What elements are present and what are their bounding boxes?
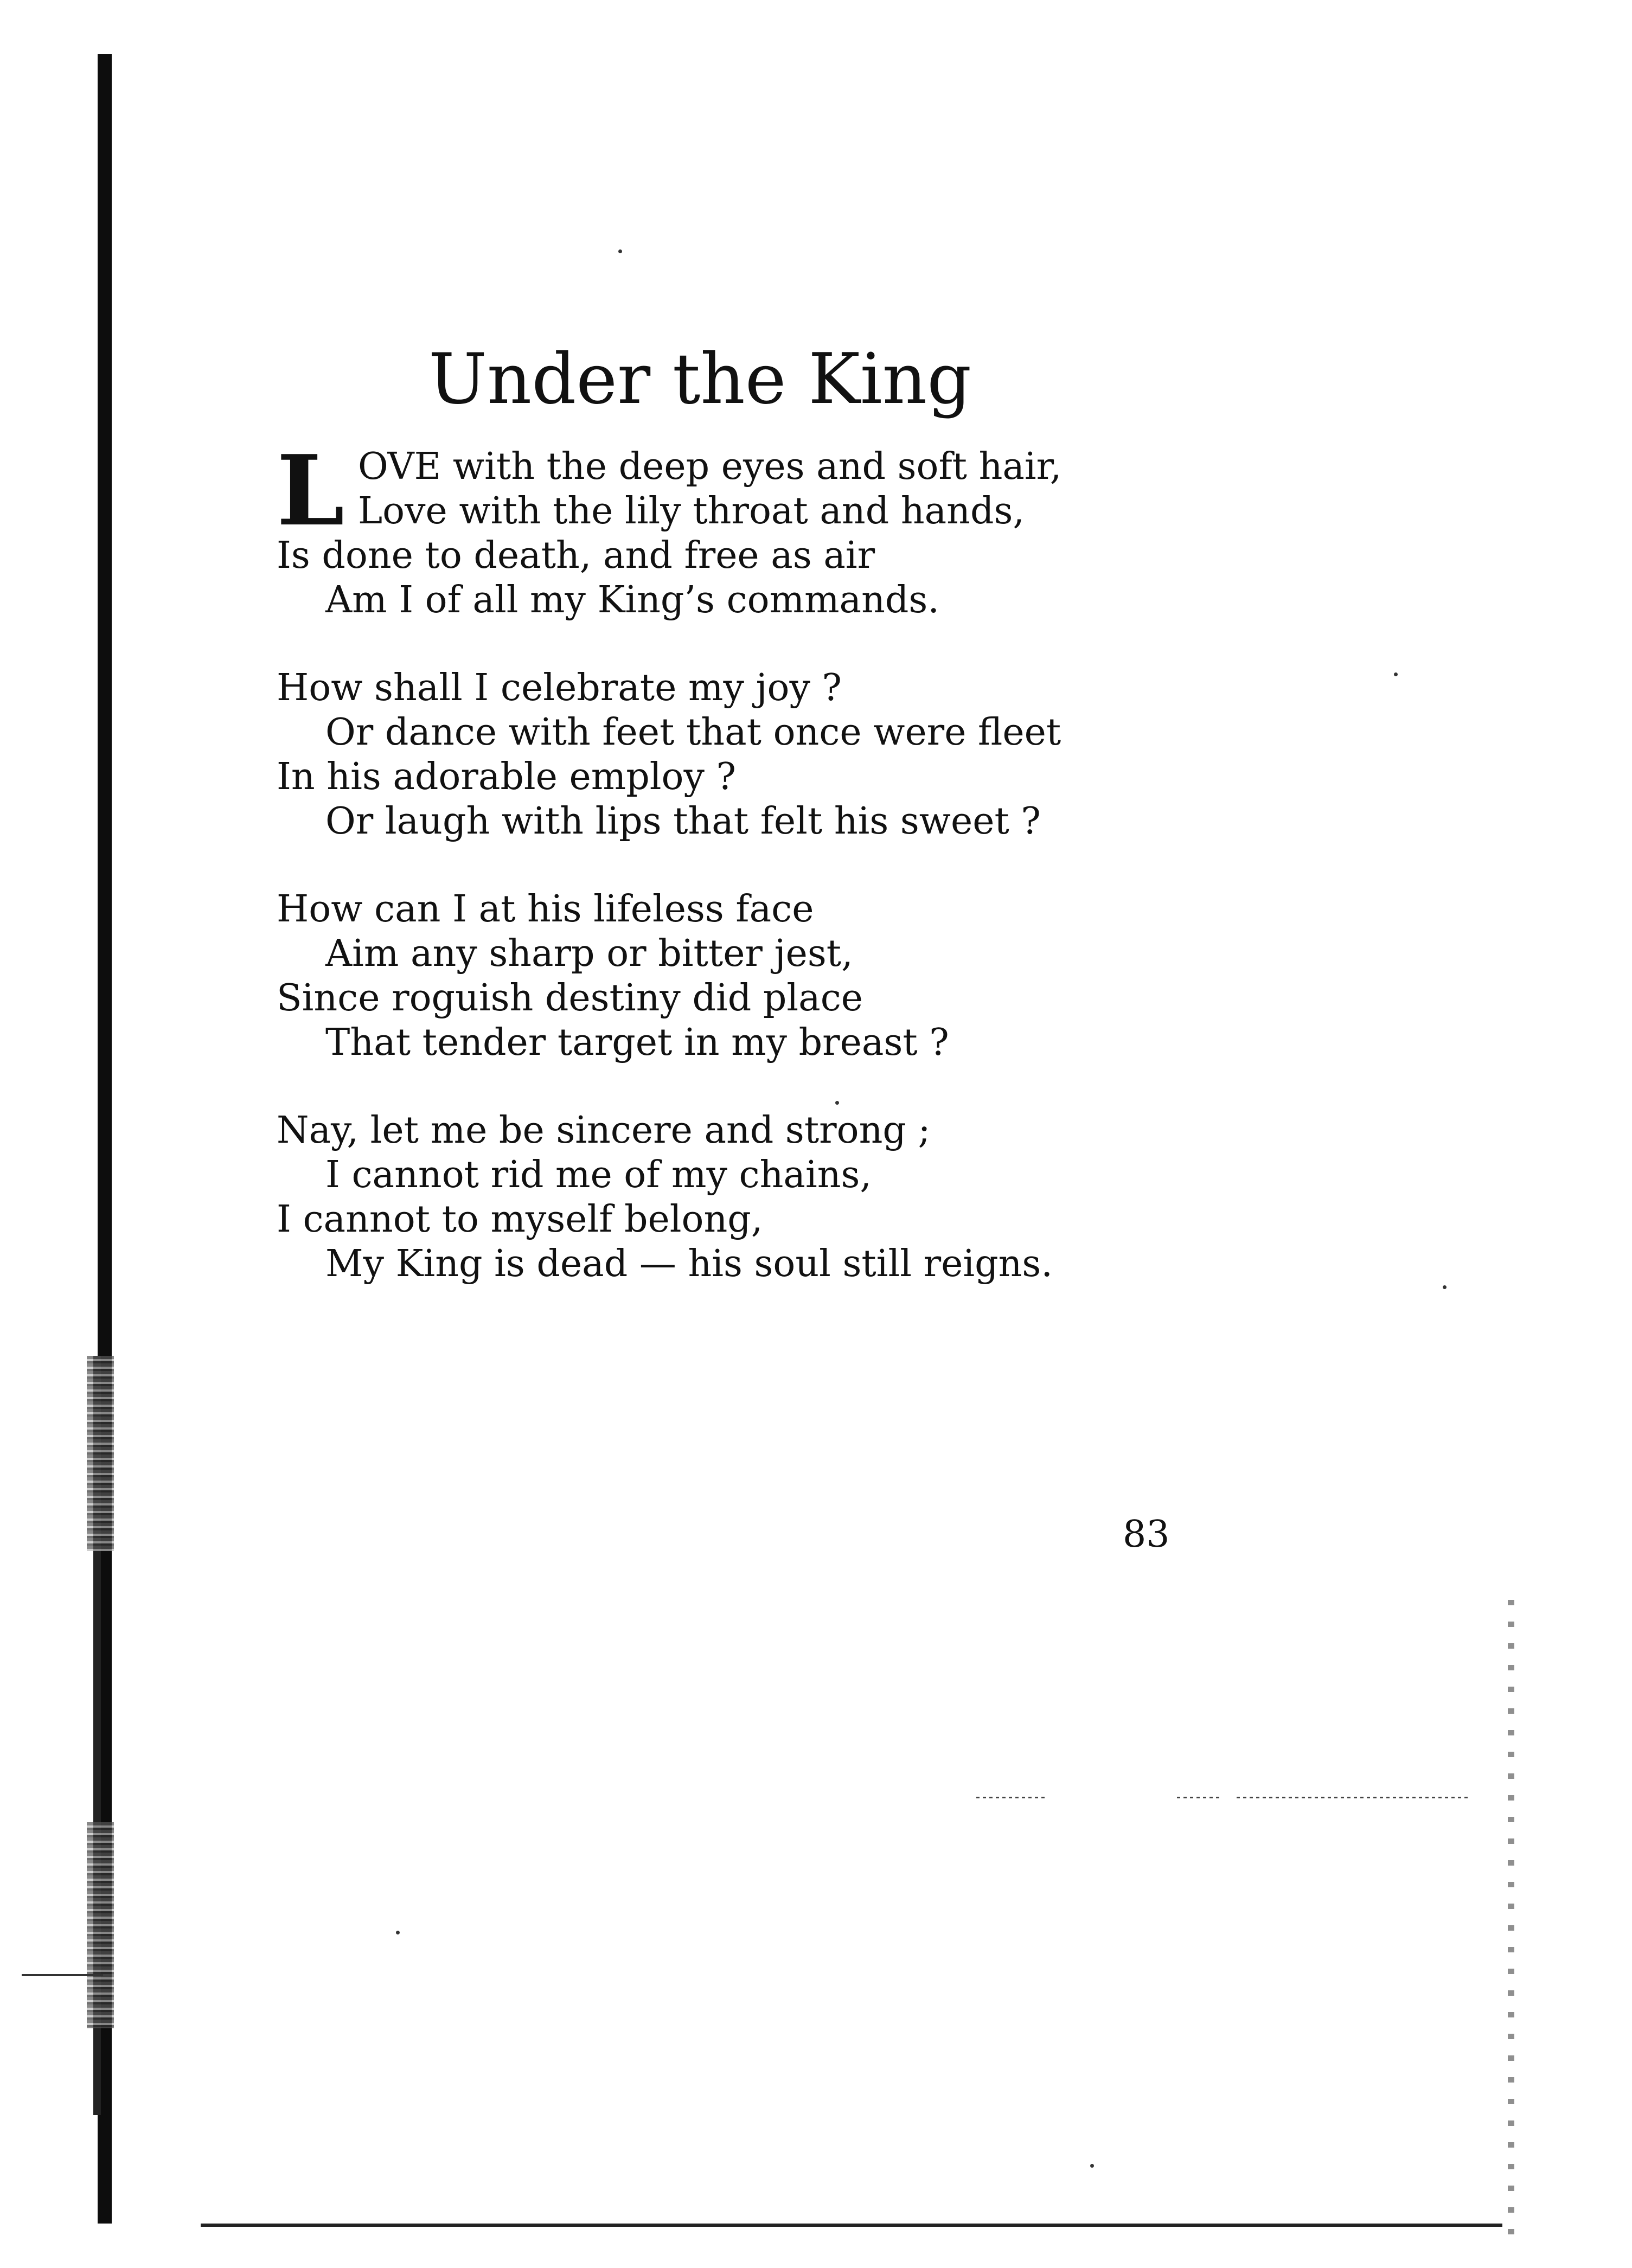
poem-line: In his adorable employ ?	[277, 755, 736, 798]
poem-line: I cannot to myself belong,	[277, 1198, 763, 1241]
page-right-edge	[1508, 1600, 1514, 2240]
poem-line: Aim any sharp or bitter jest,	[325, 932, 853, 975]
scan-dash-mark	[1177, 1797, 1220, 1798]
poem-line: Nay, let me be sincere and strong ;	[277, 1109, 931, 1152]
poem-line: Love with the lily throat and hands,	[358, 490, 1025, 533]
poem-line: Or laugh with lips that felt his sweet ?	[325, 800, 1041, 843]
binding-speckle	[87, 1822, 114, 2028]
poem-line: How can I at his lifeless face	[277, 888, 814, 931]
poem-line: Is done to death, and free as air	[277, 534, 875, 577]
stanza-4	[277, 1109, 1481, 1286]
poem-line: How shall I celebrate my joy ?	[277, 667, 842, 709]
poem-line: I cannot rid me of my chains,	[325, 1154, 872, 1196]
scan-dash-mark	[1237, 1797, 1470, 1798]
poem-line: Am I of all my King’s commands.	[325, 579, 939, 622]
scan-speck	[396, 1931, 400, 1934]
stanza-1	[277, 434, 1481, 623]
stanza-2	[277, 666, 1481, 844]
scan-dash-mark	[976, 1797, 1047, 1798]
poem-line: Or dance with feet that once were fleet	[325, 711, 1061, 754]
drop-cap: L	[277, 434, 345, 547]
poem-line: OVE with the deep eyes and soft hair,	[358, 445, 1062, 488]
scan-speck	[1090, 2164, 1094, 2168]
page-edge-mark	[22, 1974, 103, 1976]
page-bottom-edge	[201, 2224, 1502, 2227]
poem-title: Under the King	[428, 339, 972, 420]
poem-line: My King is dead — his soul still reigns.	[325, 1242, 1053, 1285]
binding-speckle	[87, 1356, 114, 1551]
scan-speck	[618, 249, 622, 253]
poem-body	[277, 434, 1481, 1330]
poem-line: That tender target in my breast ?	[325, 1021, 949, 1064]
stanza-3	[277, 887, 1481, 1065]
page-number: 83	[1123, 1513, 1170, 1556]
poem-line: Since roguish destiny did place	[277, 977, 863, 1020]
